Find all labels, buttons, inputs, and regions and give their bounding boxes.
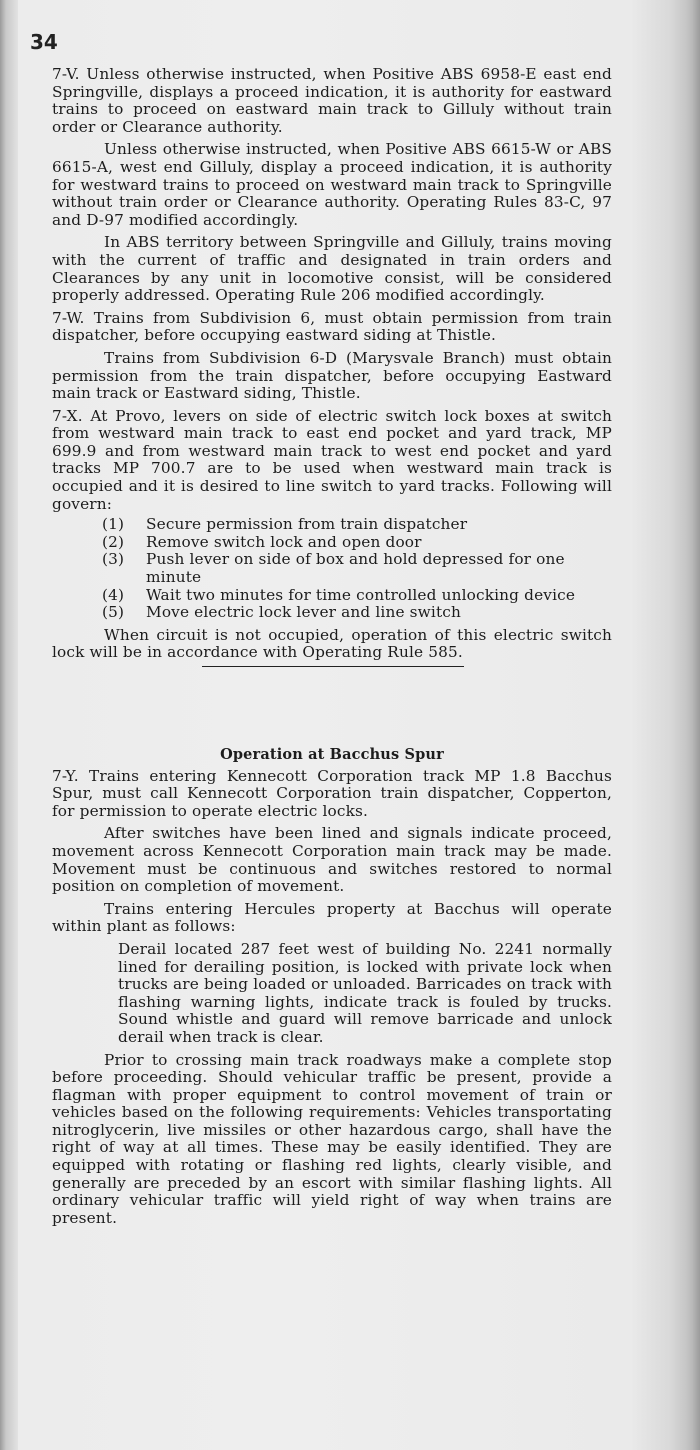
rule-7w-paragraph: 7-W. Trains from Subdivision 6, must obtain permission from train dispatcher, before occupying eastward siding at Thistle. xyxy=(52,308,612,345)
procedure-step: (4) Wait two minutes for time controlled unlocking device xyxy=(102,585,576,604)
rule-7w-paragraph-2: Trains from Subdivision 6-D (Marysvale Branch) must obtain permission from the train dispatcher, before occupying Eastward main track or Eastward siding, Thistle. xyxy=(52,348,612,403)
rule-7v-paragraph-3: In ABS territory between Springville and Gilluly, trains moving with the current of traffic and designated in train orders and Clearances by any unit in locomotive consist, will be considered properly addressed. Operating Rule 206 modified accordingly. xyxy=(52,233,612,305)
rule-7x-paragraph-2: When circuit is not occupied, operation of this electric switch lock will be in accordance with Operating Rule 585. xyxy=(52,625,612,662)
procedure-steps xyxy=(52,516,612,622)
page-content xyxy=(52,66,612,1227)
hercules-instructions-block: Derail located 287 feet west of building No. 2241 normally lined for derailing position, is locked with private lock when trucks are being loaded or unloaded. Barricades on track with flashing warning lights, indicate track is fouled by trucks. Sound whistle and guard will remove barricade and unlock derail when track is clear. xyxy=(118,939,612,1046)
procedure-step: (1) Secure permission from train dispatcher xyxy=(102,515,468,534)
rule-7v-paragraph-2: Unless otherwise instructed, when Positive ABS 6615-W or ABS 6615-A, west end Gilluly, display a proceed indication, it is authority for westward trains to proceed on westward main track to Springville without train order or Clearance authority. Operating Rules 83-C, 97 and D-97 modified accordingly. xyxy=(52,140,612,229)
section-heading: Operation at Bacchus Spur xyxy=(220,746,444,763)
procedure-step: (2) Remove switch lock and open door xyxy=(102,532,422,551)
procedure-step: (5) Move electric lock lever and line switch xyxy=(102,603,461,622)
binding-edge xyxy=(0,0,18,1450)
page-edge-shadow xyxy=(670,0,700,1450)
rule-7y-paragraph-2: After switches have been lined and signals indicate proceed, movement across Kennecott Corporation main track may be made. Movement must be continuous and switches restored to normal position on completion of movement. xyxy=(52,824,612,896)
page-number: 34 xyxy=(30,30,58,54)
rule-7v-paragraph: 7-V. Unless otherwise instructed, when Positive ABS 6958-E east end Springville, displays a proceed indication, it is authority for eastward trains to proceed on eastward main track to Gilluly without train order or Clearance authority. xyxy=(52,65,612,136)
rule-7y-paragraph-4: Prior to crossing main track roadways make a complete stop before proceeding. Should vehicular traffic be present, provide a flagman with proper equipment to control movement of train or vehicles based on the following requirements: Vehicles transportating nitroglycerin, live missiles or other hazardous cargo, shall have the right of way at all times. These may be easily identified. They are equipped with rotating or flashing red lights, clearly visible, and generally are preceded by an escort with similar flashing lights. All ordinary vehicular traffic will yield right of way when trains are present. xyxy=(52,1050,612,1227)
rule-7y-paragraph-3: Trains entering Hercules property at Bacchus will operate within plant as follows: xyxy=(52,899,612,936)
rule-7x-paragraph: 7-X. At Provo, levers on side of electric switch lock boxes at switch from westward main track to east end pocket and yard track, MP 699.9 and from westward main track to west end pocket and yard tracks MP 700.7 are to be used when westward main track is occupied and it is desired to line switch to yard tracks. Following will govern: xyxy=(52,406,612,513)
section-divider xyxy=(202,666,464,667)
procedure-step: (3) Push lever on side of box and hold depressed for one minute xyxy=(102,550,565,587)
rule-7y-paragraph: 7-Y. Trains entering Kennecott Corporation track MP 1.8 Bacchus Spur, must call Kennecott Corporation train dispatcher, Copperton, for permission to operate electric locks. xyxy=(52,766,612,820)
